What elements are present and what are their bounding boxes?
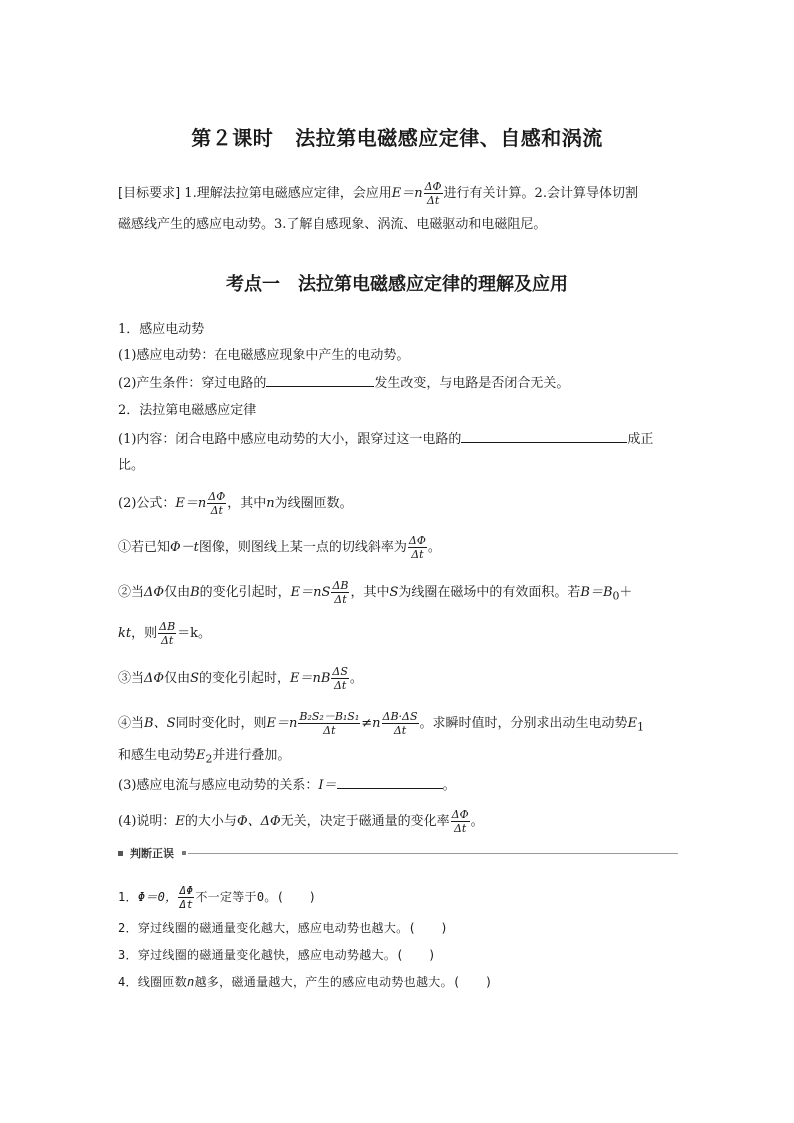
- text: 发生改变，与电路是否闭合无关。: [374, 376, 570, 391]
- goal-line-2: [118, 215, 678, 235]
- item-3: [118, 774, 678, 796]
- formula: E＝nB: [290, 671, 331, 686]
- text: 比。: [118, 458, 145, 473]
- text: 为线圈匝数。: [274, 496, 353, 511]
- frac-num: ΔB: [332, 579, 349, 592]
- section-heading: [0, 270, 794, 296]
- frac-den: Δt: [333, 679, 347, 692]
- text: (3)感应电流与感应电动势的关系：: [118, 778, 319, 793]
- judge-item-4: [118, 972, 678, 992]
- frac-num: ΔS: [332, 665, 348, 678]
- item-2-2: [118, 490, 678, 517]
- fraction: [298, 710, 360, 737]
- text: (4)说明：: [118, 814, 176, 829]
- formula: ΔΦ: [144, 585, 165, 600]
- text: 的变化引起时，: [199, 585, 291, 600]
- text: 。: [349, 671, 363, 686]
- item-4: [118, 808, 678, 835]
- text: 1．: [118, 890, 138, 904]
- fraction: [451, 808, 470, 835]
- text: 同时变化时，则: [175, 716, 267, 731]
- text: ，其中: [227, 496, 267, 511]
- frac-den: Δt: [334, 593, 347, 606]
- frac-den: Δt: [411, 548, 424, 561]
- section-name: 法拉第电磁感应定律的理解及应用: [298, 274, 568, 295]
- text: 的大小与: [184, 814, 237, 829]
- frac-den: Δt: [453, 822, 467, 835]
- case-2: [118, 579, 678, 607]
- fraction: [207, 490, 226, 517]
- goal-text: 磁感线产生的感应电动势。3.了解自感现象、涡流、电磁驱动和电磁阻尼。: [118, 217, 547, 232]
- goal-line-1: [118, 180, 678, 207]
- item-1-1: [118, 346, 678, 366]
- fraction: [408, 534, 427, 561]
- formula: n: [187, 975, 195, 989]
- frac-num: B₂S₂－B₁S₁: [299, 710, 360, 723]
- formula: I＝: [318, 778, 337, 793]
- text: (1)感应电动势：在电磁感应现象中产生的电动势。: [118, 348, 410, 363]
- frac-den: Δt: [160, 634, 174, 647]
- text: 2．穿过线圈的磁通量变化越大，感应电动势也越大。( ): [118, 921, 449, 935]
- item-1: [118, 320, 678, 340]
- formula: Φ－t: [170, 540, 199, 555]
- text: (2)产生条件：穿过电路的: [118, 376, 267, 391]
- text: 。: [470, 814, 484, 829]
- text: 仅由: [164, 671, 191, 686]
- fraction: [382, 710, 419, 737]
- item-1-2: [118, 372, 678, 394]
- judge-item-1: [118, 884, 678, 911]
- lesson-number: 第２课时: [191, 126, 274, 150]
- text: (1)内容：闭合电路中感应电动势的大小，跟穿过这一电路的: [118, 432, 462, 447]
- text: ，则: [131, 626, 158, 641]
- fill-blank[interactable]: [266, 372, 374, 387]
- text: ①若已知: [118, 540, 171, 555]
- fill-blank[interactable]: [461, 428, 627, 443]
- frac-den: Δt: [393, 724, 407, 737]
- text: 不一定等于0。( ): [195, 890, 317, 904]
- judge-item-3: [118, 945, 678, 965]
- item-2: [118, 401, 678, 421]
- case-2-cont: [118, 620, 678, 647]
- text: 仅由: [164, 585, 191, 600]
- formula: S: [389, 585, 399, 600]
- page-title: [0, 122, 794, 151]
- frac-num: ΔΦ: [408, 534, 426, 547]
- text: 图像，则图线上某一点的切线斜率为: [198, 540, 407, 555]
- frac-den: Δt: [323, 724, 336, 737]
- text: 3．穿过线圈的磁通量变化越快，感应电动势越大。( ): [118, 948, 436, 962]
- text: 。: [427, 540, 441, 555]
- square-bullet-icon: [118, 851, 123, 856]
- subscript: 1: [637, 720, 644, 734]
- text: 。: [442, 778, 456, 793]
- text: 。求瞬时值时，分别求出动生电动势: [419, 716, 628, 731]
- frac-num: ΔB·ΔS: [382, 710, 418, 723]
- judge-item-2: [118, 918, 678, 938]
- item-2-1: [118, 428, 678, 450]
- text: ＋: [619, 585, 633, 600]
- text: ②当: [118, 585, 145, 600]
- frac-num: ΔΦ: [208, 490, 226, 503]
- subscript: 0: [612, 589, 620, 603]
- text: (2)公式：: [118, 496, 176, 511]
- text: 成正: [627, 432, 654, 447]
- subscript: 2: [205, 752, 213, 766]
- judge-header-label: 判断正误: [130, 847, 174, 860]
- formula: B、S: [144, 716, 176, 731]
- case-1: [118, 534, 678, 561]
- formula: E: [266, 716, 276, 731]
- fraction: [331, 579, 349, 606]
- frac-den: Δt: [426, 194, 440, 207]
- formula: E＝n: [175, 496, 207, 511]
- formula: S: [190, 671, 199, 686]
- text: 无关，决定于磁通量的变化率: [280, 814, 450, 829]
- fraction: [424, 180, 443, 207]
- formula: Φ、ΔΦ: [236, 814, 281, 829]
- goal-text: 进行有关计算。2.会计算导体切割: [443, 186, 638, 201]
- text: 2．法拉第电磁感应定律: [118, 403, 257, 418]
- formula: ≠n: [361, 716, 381, 731]
- case-4: [118, 710, 678, 738]
- formula: E: [627, 716, 638, 731]
- formula: n: [266, 496, 275, 511]
- formula: E: [175, 814, 185, 829]
- formula: Φ＝0，: [137, 890, 178, 904]
- text: ③当: [118, 671, 145, 686]
- frac-num: ΔB: [159, 620, 176, 633]
- fraction: [331, 665, 348, 692]
- item-2-1-cont: [118, 456, 678, 476]
- square-bullet-icon: [182, 851, 186, 855]
- goal-text: 1.理解法拉第电磁感应定律，会应用: [184, 186, 392, 201]
- lesson-name: 法拉第电磁感应定律、自感和涡流: [295, 126, 603, 150]
- frac-num: ΔΦ: [179, 884, 194, 897]
- fraction: [158, 620, 176, 647]
- section-label: 考点一: [226, 274, 280, 295]
- formula: E＝nS: [290, 585, 331, 600]
- text: ＝k。: [177, 626, 212, 641]
- formula: kt: [118, 626, 132, 641]
- text: 并进行叠加。: [212, 748, 291, 763]
- divider: [188, 853, 678, 854]
- fill-blank[interactable]: [337, 774, 443, 789]
- judge-header: [118, 847, 678, 861]
- text: ，其中: [350, 585, 390, 600]
- text: 越多，磁通量越大，产生的感应电动势也越大。( ): [194, 975, 493, 989]
- formula: ΔΦ: [144, 671, 165, 686]
- formula: E＝n: [391, 186, 423, 201]
- text: 1．感应电动势: [118, 322, 205, 337]
- frac-den: Δt: [210, 504, 223, 517]
- text: 4．线圈匝数: [118, 975, 188, 989]
- formula: ＝n: [276, 716, 298, 731]
- text: 为线圈在磁场中的有效面积。若: [398, 585, 581, 600]
- text: ④当: [118, 716, 145, 731]
- frac-den: Δt: [179, 898, 194, 911]
- frac-num: ΔΦ: [424, 180, 442, 193]
- goal-tag: [目标要求]: [118, 186, 181, 201]
- formula: B＝B: [580, 585, 613, 600]
- frac-num: ΔΦ: [451, 808, 469, 821]
- case-4-cont: [118, 746, 678, 770]
- fraction: [178, 884, 194, 911]
- text: 和感生电动势: [118, 748, 197, 763]
- text: 的变化引起时，: [198, 671, 290, 686]
- case-3: [118, 665, 678, 692]
- formula: E: [196, 748, 206, 763]
- formula: B: [190, 585, 200, 600]
